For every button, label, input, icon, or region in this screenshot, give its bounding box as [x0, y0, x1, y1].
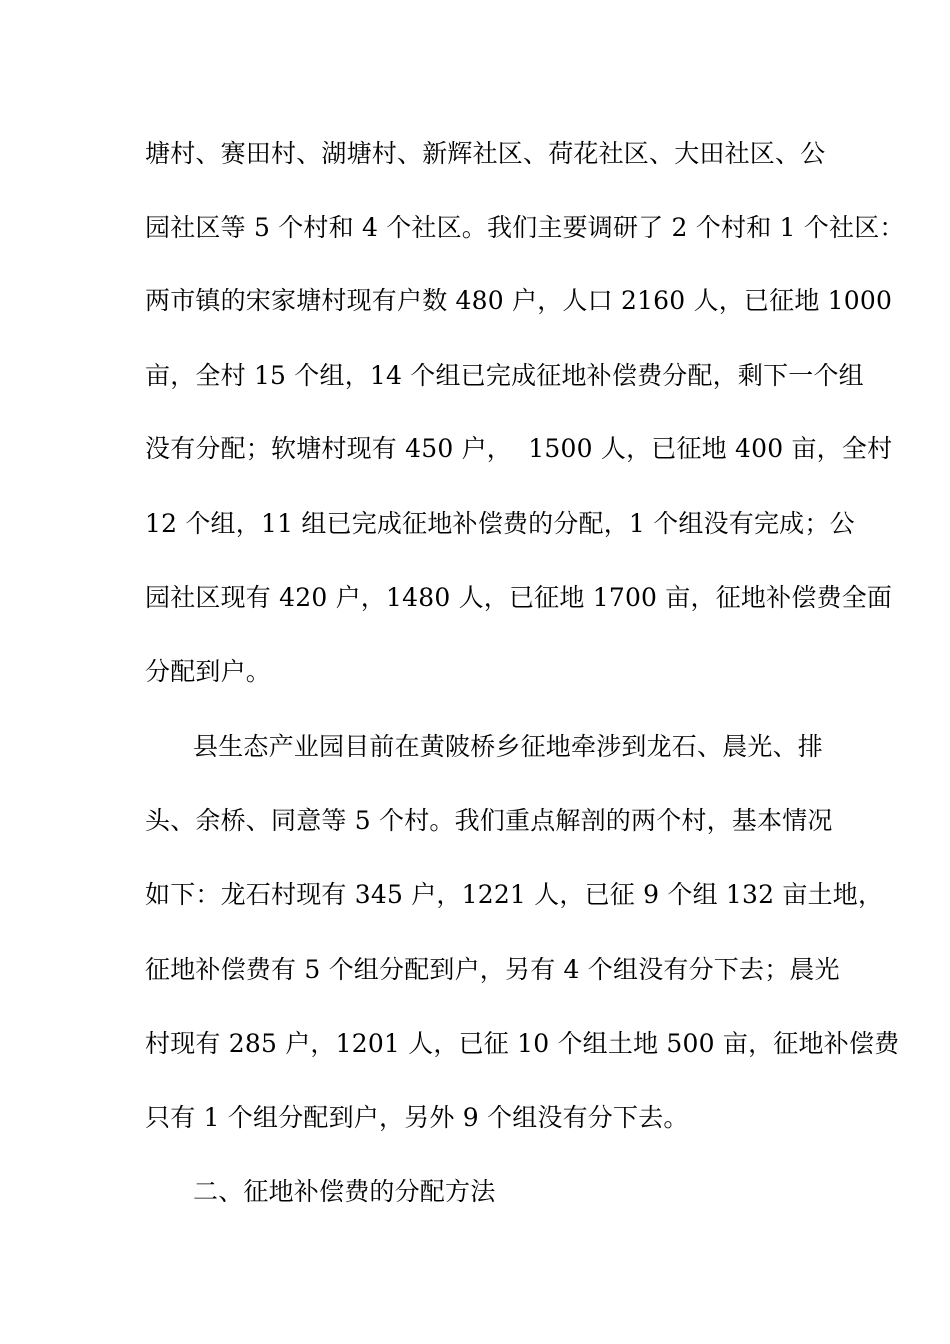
text-line-5: 没有分配；软塘村现有 450 户， 1500 人，已征地 400 亩，全村 [145, 434, 893, 463]
text-line-12: 征地补偿费有 5 个组分配到户，另有 4 个组没有分下去；晨光 [145, 955, 840, 984]
text-line-7: 园社区现有 420 户，1480 人，已征地 1700 亩，征地补偿费全面 [145, 583, 893, 612]
text-line-14: 只有 1 个组分配到户，另外 9 个组没有分下去。 [145, 1103, 689, 1132]
text-line-6: 12 个组，11 组已完成征地补偿费的分配，1 个组没有完成；公 [145, 509, 855, 538]
text-line-2: 园社区等 5 个村和 4 个社区。我们主要调研了 2 个村和 1 个社区： [145, 213, 905, 242]
text-line-8: 分配到户。 [145, 657, 272, 686]
text-line-10: 头、余桥、同意等 5 个村。我们重点解剖的两个村，基本情况 [145, 806, 833, 835]
text-line-4: 亩，全村 15 个组，14 个组已完成征地补偿费分配，剩下一个组 [145, 361, 864, 390]
text-line-1: 塘村、赛田村、湖塘村、新辉社区、荷花社区、大田社区、公 [145, 139, 826, 168]
section-heading: 二、征地补偿费的分配方法 [193, 1177, 496, 1206]
text-line-9: 县生态产业园目前在黄陂桥乡征地牵涉到龙石、晨光、排 [193, 732, 824, 761]
text-line-11: 如下：龙石村现有 345 户，1221 人，已征 9 个组 132 亩土地， [145, 880, 884, 909]
text-line-13: 村现有 285 户，1201 人，已征 10 个组土地 500 亩，征地补偿费 [145, 1029, 900, 1058]
text-line-3: 两市镇的宋家塘村现有户数 480 户，人口 2160 人，已征地 1000 [145, 286, 893, 315]
